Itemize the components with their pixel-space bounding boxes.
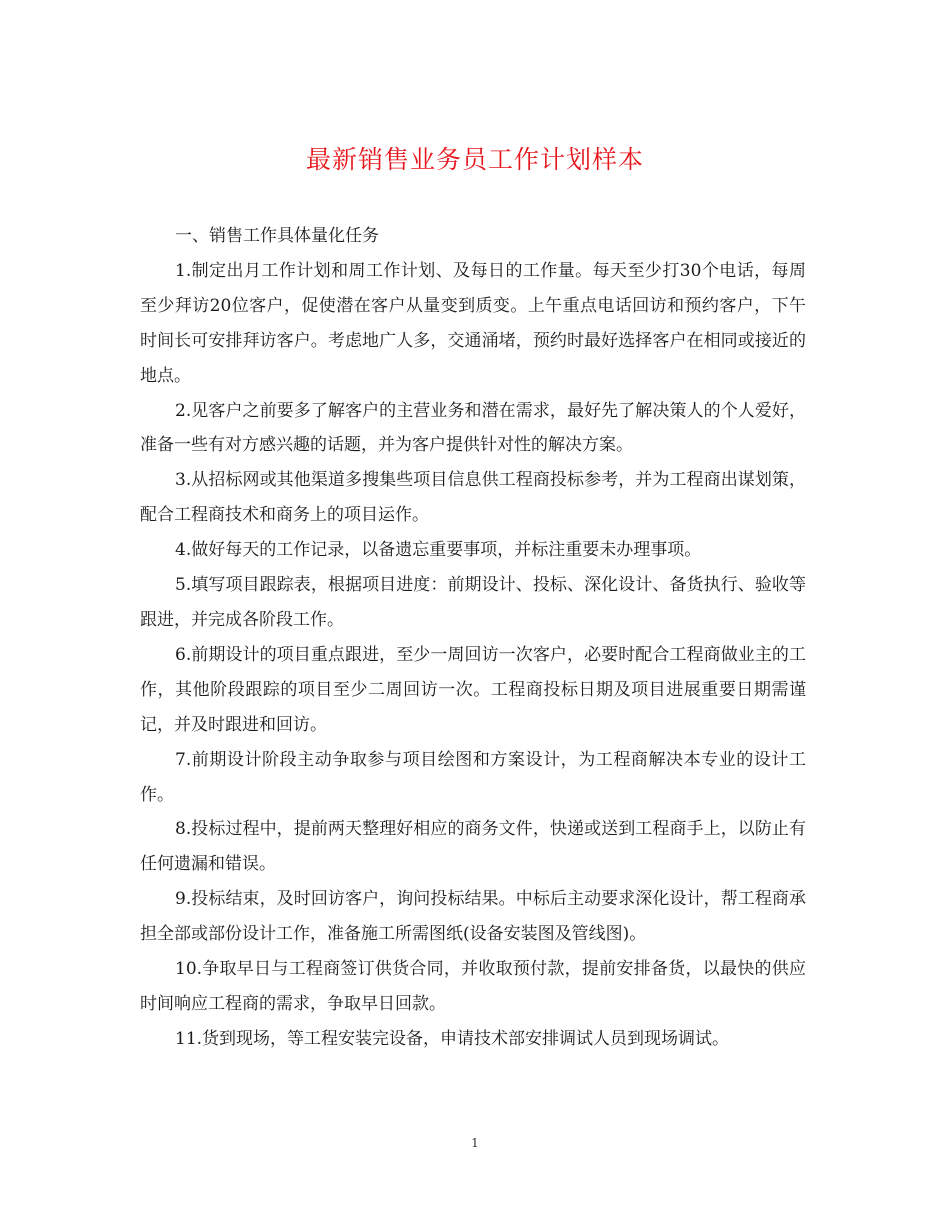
section-heading: 一、销售工作具体量化任务 <box>175 226 379 246</box>
paragraph-3: 3.从招标网或其他渠道多搜集些项目信息供工程商投标参考，并为工程商出谋划策，配合工程商技术和商务上的项目运作。 <box>140 470 806 526</box>
page-number: 1 <box>471 1136 479 1150</box>
paragraph-5: 5.填写项目跟踪表，根据项目进度：前期设计、投标、深化设计、备货执行、验收等跟进，并完成各阶段工作。 <box>140 575 806 630</box>
paragraph-9: 9.投标结束，及时回访客户，询问投标结果。中标后主动要求深化设计，帮工程商承担全部或部份设计工作，准备施工所需图纸(设备安装图及管线图)。 <box>140 889 806 945</box>
paragraph-8: 8.投标过程中，提前两天整理好相应的商务文件，快递或送到工程商手上，以防止有任何遗漏和错误。 <box>140 819 806 875</box>
paragraph-6: 6.前期设计的项目重点跟进，至少一周回访一次客户，必要时配合工程商做业主的工作，其他阶段跟踪的项目至少二周回访一次。工程商投标日期及项目进展重要日期需谨记，并及时跟进和回访。 <box>140 644 806 735</box>
paragraph-2: 2.见客户之前要多了解客户的主营业务和潜在需求，最好先了解决策人的个人爱好，准备一些有对方感兴趣的话题，并为客户提供针对性的解决方案。 <box>140 400 806 456</box>
paragraph-4: 4.做好每天的工作记录，以备遗忘重要事项，并标注重要未办理事项。 <box>175 540 702 561</box>
document-body <box>140 219 806 1057</box>
paragraph-11: 11.货到现场，等工程安装完设备，申请技术部安排调试人员到现场调试。 <box>175 1028 730 1049</box>
paragraph-10: 10.争取早日与工程商签订供货合同，并收取预付款，提前安排备货，以最快的供应时间响应工程商的需求，争取早日回款。 <box>140 959 806 1014</box>
document-title: 最新销售业务员工作计划样本 <box>305 145 644 174</box>
paragraph-7: 7.前期设计阶段主动争取参与项目绘图和方案设计，为工程商解决本专业的设计工作。 <box>140 749 806 805</box>
paragraph-1: 1.制定出月工作计划和周工作计划、及每日的工作量。每天至少打30个电话，每周至少拜访20位客户，促使潜在客户从量变到质变。上午重点电话回访和预约客户，下午时间长可安排拜访客户。考虑地广人多，交通涌堵，预约时最好选择客户在相同或接近的地点。 <box>140 260 806 386</box>
